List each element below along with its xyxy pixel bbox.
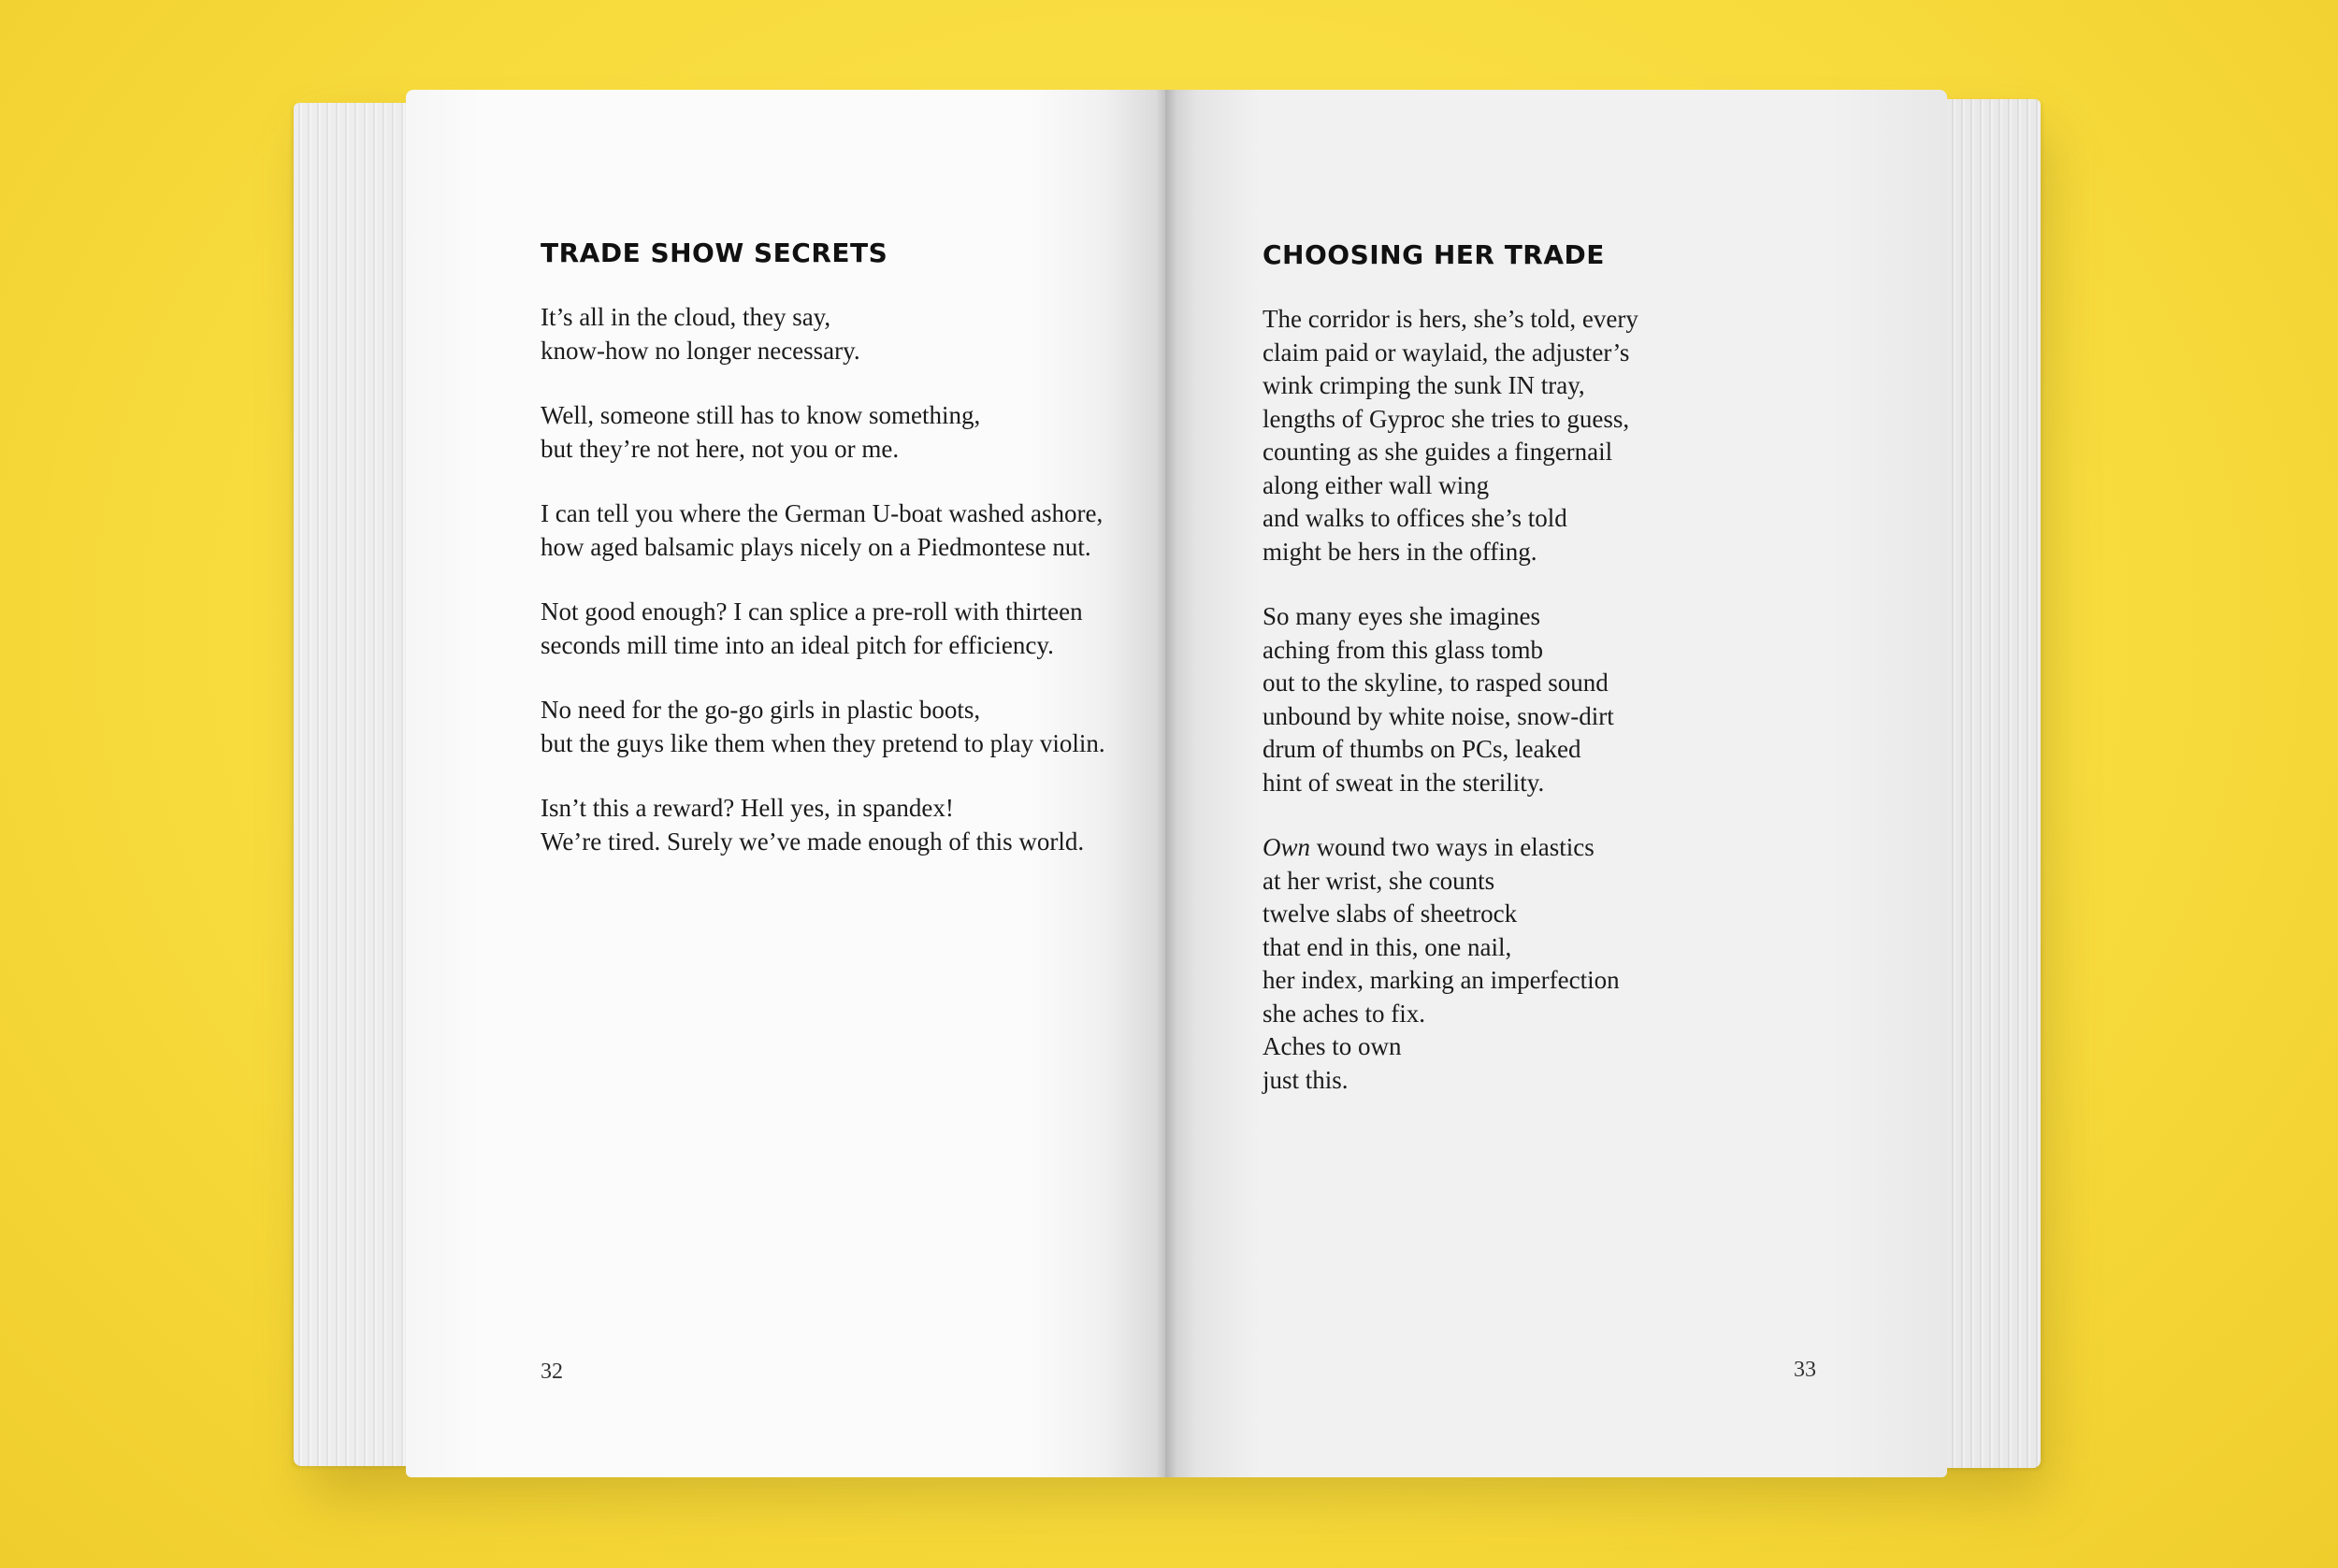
right-page: [1165, 90, 1947, 1477]
poem-line: her index, marking an imperfection: [1263, 966, 1620, 994]
poem-line: along either wall wing: [1263, 470, 1490, 499]
poem-line: at her wrist, she counts: [1263, 866, 1495, 895]
stanza: [541, 694, 1105, 760]
poem-line: [1263, 831, 1638, 865]
stanza: [541, 497, 1105, 564]
poem-line: she aches to fix.: [1263, 999, 1425, 1028]
poem-line: how aged balsamic plays nicely on a Piedmontese nut.: [541, 532, 1091, 561]
poem-line: Aches to own: [1263, 1032, 1402, 1060]
poem-line: It’s all in the cloud, they say,: [541, 303, 831, 331]
poem-line: counting as she guides a fingernail: [1263, 438, 1613, 466]
left-page: [406, 90, 1165, 1477]
poem-line: hint of sweat in the sterility.: [1263, 768, 1545, 797]
stanza: [541, 399, 1105, 466]
right-page-edges: [1938, 99, 2041, 1468]
poem-line: I can tell you where the German U-boat washed ashore,: [541, 499, 1104, 527]
poem-body: [541, 301, 1105, 890]
poem-line: lengths of Gyproc she tries to guess,: [1263, 404, 1630, 433]
poem-line: unbound by white noise, snow-dirt: [1263, 701, 1614, 730]
poem-line: wink crimping the sunk IN tray,: [1263, 371, 1585, 399]
poem-line: claim paid or waylaid, the adjuster’s: [1263, 338, 1630, 367]
book-gutter: [1156, 90, 1176, 1477]
poem-line: The corridor is hers, she’s told, every: [1263, 305, 1638, 333]
left-page-edges: [294, 103, 415, 1466]
poem-line: and walks to offices she’s told: [1263, 504, 1567, 532]
poem-line: No need for the go-go girls in plastic boots,: [541, 696, 981, 724]
stanza: [541, 596, 1105, 662]
poem-line: aching from this glass tomb: [1263, 635, 1543, 664]
poem-line-rest: wound two ways in elastics: [1310, 833, 1595, 861]
poem-line: Isn’t this a reward? Hell yes, in spandex!: [541, 794, 954, 822]
italic-word: Own: [1263, 833, 1311, 861]
poem-body: [1263, 303, 1638, 1129]
stanza: [1263, 303, 1638, 568]
poem-line: but the guys like them when they pretend to play violin.: [541, 728, 1105, 757]
poem-line: twelve slabs of sheetrock: [1263, 899, 1518, 928]
poem-line: drum of thumbs on PCs, leaked: [1263, 735, 1581, 763]
stanza: [1263, 831, 1638, 1097]
poem-line: We’re tired. Surely we’ve made enough of this world.: [541, 827, 1085, 856]
poem-line: but they’re not here, not you or me.: [541, 434, 900, 463]
poem-line: that end in this, one nail,: [1263, 932, 1512, 961]
poem-line: might be hers in the offing.: [1263, 537, 1537, 566]
poem-title: TRADE SHOW SECRETS: [541, 237, 888, 268]
stanza: [1263, 600, 1638, 799]
poem-line: know-how no longer necessary.: [541, 336, 860, 365]
poem-line: out to the skyline, to rasped sound: [1263, 669, 1609, 697]
poem-line: just this.: [1263, 1065, 1349, 1094]
stanza: [541, 301, 1105, 367]
poem-line: Well, someone still has to know something,: [541, 401, 981, 429]
poem-line: seconds mill time into an ideal pitch for efficiency.: [541, 630, 1054, 659]
stanza: [541, 792, 1105, 858]
page-number: 33: [1794, 1358, 1816, 1382]
poem-line: Not good enough? I can splice a pre-roll with thirteen: [541, 597, 1083, 626]
poem-line: So many eyes she imagines: [1263, 602, 1540, 630]
page-number: 32: [541, 1359, 563, 1384]
poem-title: CHOOSING HER TRADE: [1263, 239, 1605, 270]
